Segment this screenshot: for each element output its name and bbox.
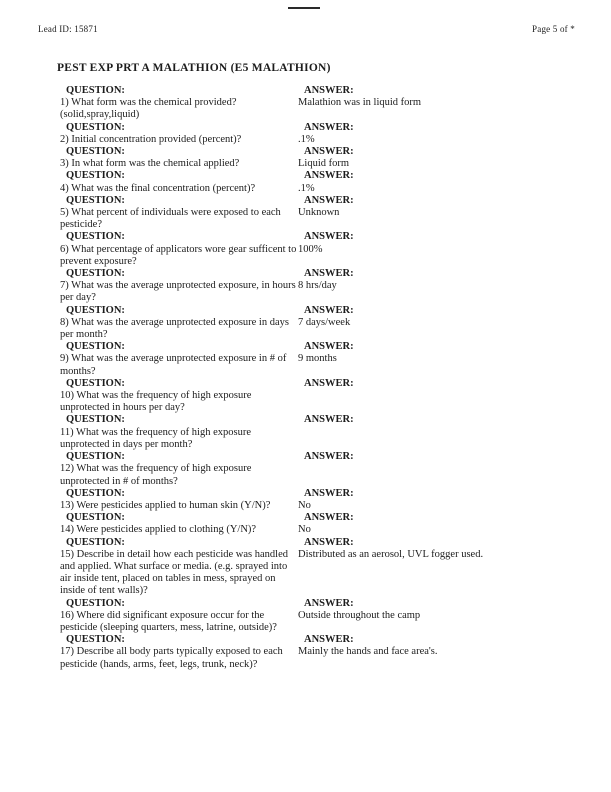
question-text: 9) What was the average unprotected exposure in # of months? — [60, 353, 287, 377]
question-text: 6) What percentage of applicators wore gear sufficent to prevent exposure? — [60, 243, 297, 267]
qa-item — [60, 341, 576, 378]
qa-item — [60, 268, 576, 305]
answer-text: 8 hrs/day — [298, 280, 337, 292]
question-text: 17) Describe all body parts typically exposed to each pesticide (hands, arms, feet, legs, trunk, neck)? — [60, 646, 283, 670]
answer-label: ANSWER: — [304, 414, 354, 426]
answer-column — [298, 268, 576, 292]
answer-label: ANSWER: — [304, 231, 354, 243]
answer-text: No — [298, 499, 311, 511]
question-label: QUESTION: — [66, 634, 125, 646]
question-column — [60, 85, 298, 122]
question-label: QUESTION: — [66, 341, 125, 353]
page-header — [38, 24, 575, 34]
question-column — [60, 414, 298, 451]
question-label: QUESTION: — [66, 146, 125, 158]
lead-id-text: Lead ID: 15871 — [38, 24, 98, 34]
question-label: QUESTION: — [66, 451, 125, 463]
answer-label: ANSWER: — [304, 487, 354, 499]
answer-text: Distributed as an aerosol, UVL fogger used. — [298, 548, 484, 560]
question-text: 13) Were pesticides applied to human skin (Y/N)? — [60, 499, 271, 511]
answer-column — [298, 598, 576, 622]
answer-text: Outside throughout the camp — [298, 609, 421, 621]
question-column — [60, 195, 298, 232]
question-label: QUESTION: — [66, 268, 125, 280]
question-column — [60, 231, 298, 268]
question-column — [60, 634, 298, 671]
answer-column — [298, 341, 576, 365]
qa-item — [60, 414, 576, 451]
question-label: QUESTION: — [66, 231, 125, 243]
question-text: 15) Describe in detail how each pesticide was handled and applied. What surface or media. (e.g. sprayed into air inside tent, placed on tables in mess, sprayed on inside of tent walls)? — [60, 548, 289, 597]
answer-column — [298, 170, 576, 194]
question-text: 4) What was the final concentration (percent)? — [60, 182, 256, 194]
question-column — [60, 305, 298, 342]
answer-column — [298, 512, 576, 536]
question-column — [60, 488, 298, 512]
question-text: 2) Initial concentration provided (percent)? — [60, 133, 242, 145]
answer-label: ANSWER: — [304, 634, 354, 646]
qa-item — [60, 305, 576, 342]
question-column — [60, 378, 298, 415]
answer-label: ANSWER: — [304, 170, 354, 182]
qa-list — [60, 85, 576, 671]
answer-column — [298, 195, 576, 219]
qa-item — [60, 85, 576, 122]
answer-text: .1% — [298, 182, 315, 194]
question-column — [60, 170, 298, 194]
question-column — [60, 512, 298, 536]
qa-item — [60, 488, 576, 512]
answer-label: ANSWER: — [304, 85, 354, 96]
page-number-text: Page 5 of * — [532, 24, 575, 34]
answer-column — [298, 634, 576, 658]
answer-text: No — [298, 524, 311, 536]
answer-column — [298, 305, 576, 329]
question-label: QUESTION: — [66, 536, 125, 548]
answer-column — [298, 231, 576, 255]
question-label: QUESTION: — [66, 487, 125, 499]
question-text: 11) What was the frequency of high exposure unprotected in days per month? — [60, 426, 251, 450]
qa-item — [60, 537, 576, 598]
answer-label: ANSWER: — [304, 536, 354, 548]
answer-text: Mainly the hands and face area's. — [298, 646, 438, 658]
qa-item — [60, 512, 576, 536]
question-label: QUESTION: — [66, 597, 125, 609]
question-label: QUESTION: — [66, 414, 125, 426]
answer-text: Malathion was in liquid form — [298, 97, 422, 109]
answer-text: 7 days/week — [298, 316, 351, 328]
question-text: 7) What was the average unprotected exposure, in hours per day? — [60, 280, 296, 304]
question-text: 14) Were pesticides applied to clothing (Y/N)? — [60, 524, 257, 536]
answer-label: ANSWER: — [304, 512, 354, 524]
answer-text: Unknown — [298, 207, 340, 219]
question-label: QUESTION: — [66, 121, 125, 133]
question-text: 8) What was the average unprotected exposure in days per month? — [60, 316, 289, 341]
answer-label: ANSWER: — [304, 341, 354, 353]
qa-item — [60, 451, 576, 488]
qa-item — [60, 122, 576, 146]
document-title: PEST EXP PRT A MALATHION (E5 MALATHION) — [57, 62, 331, 74]
question-text: 3) In what form was the chemical applied? — [60, 158, 240, 170]
question-text: 16) Where did significant exposure occur for the pesticide (sleeping quarters, mess, latrine, outside)? — [60, 609, 277, 633]
answer-column — [298, 122, 576, 146]
answer-label: ANSWER: — [304, 377, 354, 389]
qa-item — [60, 146, 576, 170]
question-label: QUESTION: — [66, 170, 125, 182]
answer-label: ANSWER: — [304, 268, 354, 280]
answer-column — [298, 378, 576, 390]
question-text: 10) What was the frequency of high exposure unprotected in hours per day? — [60, 390, 252, 414]
answer-column — [298, 414, 576, 426]
qa-item — [60, 170, 576, 194]
answer-text: .1% — [298, 133, 315, 145]
question-column — [60, 341, 298, 378]
answer-column — [298, 451, 576, 463]
question-label: QUESTION: — [66, 85, 125, 96]
answer-text: 100% — [298, 243, 323, 255]
qa-item — [60, 598, 576, 635]
answer-text: 9 months — [298, 353, 337, 365]
qa-item — [60, 378, 576, 415]
answer-column — [298, 537, 576, 561]
qa-item — [60, 634, 576, 671]
answer-text: Liquid form — [298, 158, 350, 170]
question-label: QUESTION: — [66, 512, 125, 524]
question-text: 1) What form was the chemical provided?(solid,spray,liquid) — [60, 97, 237, 121]
question-column — [60, 537, 298, 598]
question-label: QUESTION: — [66, 304, 125, 316]
answer-column — [298, 488, 576, 512]
question-column — [60, 451, 298, 488]
answer-label: ANSWER: — [304, 597, 354, 609]
qa-item — [60, 195, 576, 232]
answer-label: ANSWER: — [304, 451, 354, 463]
scan-artifact-mark — [288, 7, 320, 9]
question-label: QUESTION: — [66, 194, 125, 206]
question-column — [60, 598, 298, 635]
answer-label: ANSWER: — [304, 194, 354, 206]
question-text: 12) What was the frequency of high exposure unprotected in # of months? — [60, 463, 252, 487]
question-label: QUESTION: — [66, 377, 125, 389]
qa-item — [60, 231, 576, 268]
question-column — [60, 268, 298, 305]
question-column — [60, 146, 298, 170]
answer-label: ANSWER: — [304, 121, 354, 133]
answer-column — [298, 85, 576, 109]
answer-column — [298, 146, 576, 170]
answer-label: ANSWER: — [304, 304, 354, 316]
answer-label: ANSWER: — [304, 146, 354, 158]
question-column — [60, 122, 298, 146]
question-text: 5) What percent of individuals were exposed to each pesticide? — [60, 207, 281, 231]
